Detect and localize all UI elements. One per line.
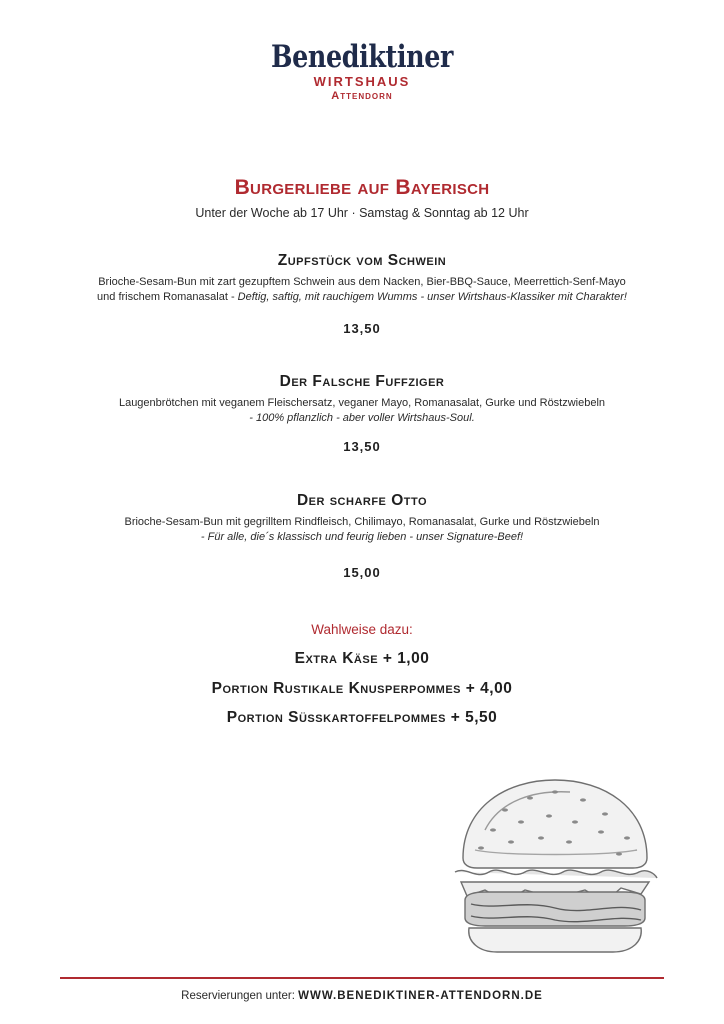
item-description	[40, 515, 684, 545]
item-price: 13,50	[343, 439, 381, 454]
item-name: Der Falsche Fuffziger	[279, 373, 445, 390]
logo	[0, 40, 724, 103]
item-desc-line: Brioche-Sesam-Bun mit gegrilltem Rindfleisch, Chilimayo, Romanasalat, Gurke und Röstzwiebeln	[124, 516, 600, 528]
extra-option: Portion Süsskartoffelpommes + 5,50	[226, 709, 498, 726]
item-price: 13,50	[343, 321, 381, 336]
item-description	[40, 396, 684, 426]
item-desc-line: Laugenbrötchen mit veganem Fleischersatz, veganer Mayo, Romanasalat, Gurke und Röstzwiebeln	[118, 397, 606, 409]
opening-hours: Unter der Woche ab 17 Uhr · Samstag & Sonntag ab 12 Uhr	[195, 206, 529, 220]
burger-illustration-icon	[445, 770, 665, 960]
extras-label: Wahlweise dazu:	[311, 622, 413, 637]
footer-divider	[60, 977, 664, 979]
footer-label: Reservierungen unter:	[181, 990, 299, 1002]
menu-item-scharfe-otto	[40, 491, 684, 545]
menu-item-zupfstueck	[40, 251, 684, 305]
website-link[interactable]: WWW.BENEDIKTINER-ATTENDORN.DE	[298, 990, 543, 1002]
item-desc-line: Brioche-Sesam-Bun mit zart gezupftem Schwein aus dem Nacken, Bier-BBQ-Sauce, Meerrettich-Senf-Mayo	[98, 276, 626, 288]
logo-location: Attendorn	[331, 90, 393, 102]
logo-brand: Benediktiner	[271, 39, 453, 75]
item-name: Der scharfe Otto	[296, 492, 428, 509]
logo-wirtshaus: WIRTSHAUS	[313, 74, 411, 89]
item-desc-tagline: - 100% pflanzlich - aber voller Wirtshaus-Soul.	[249, 412, 475, 424]
item-price: 15,00	[343, 565, 381, 580]
menu-title: Burgerliebe auf Bayerisch	[234, 176, 490, 199]
extra-option: Extra Käse + 1,00	[294, 650, 430, 667]
item-desc-line: und frischem Romanasalat -	[97, 291, 238, 303]
extra-option: Portion Rustikale Knusperpommes + 4,00	[211, 680, 513, 697]
footer	[0, 990, 724, 1002]
item-desc-tagline: Deftig, saftig, mit rauchigem Wumms - unser Wirtshaus-Klassiker mit Charakter!	[237, 291, 627, 303]
menu-item-falsche-fuffziger	[40, 372, 684, 426]
item-name: Zupfstück vom Schwein	[277, 252, 447, 269]
item-desc-tagline: - Für alle, die´s klassisch und feurig lieben - unser Signature-Beef!	[200, 531, 524, 543]
item-description	[40, 275, 684, 305]
